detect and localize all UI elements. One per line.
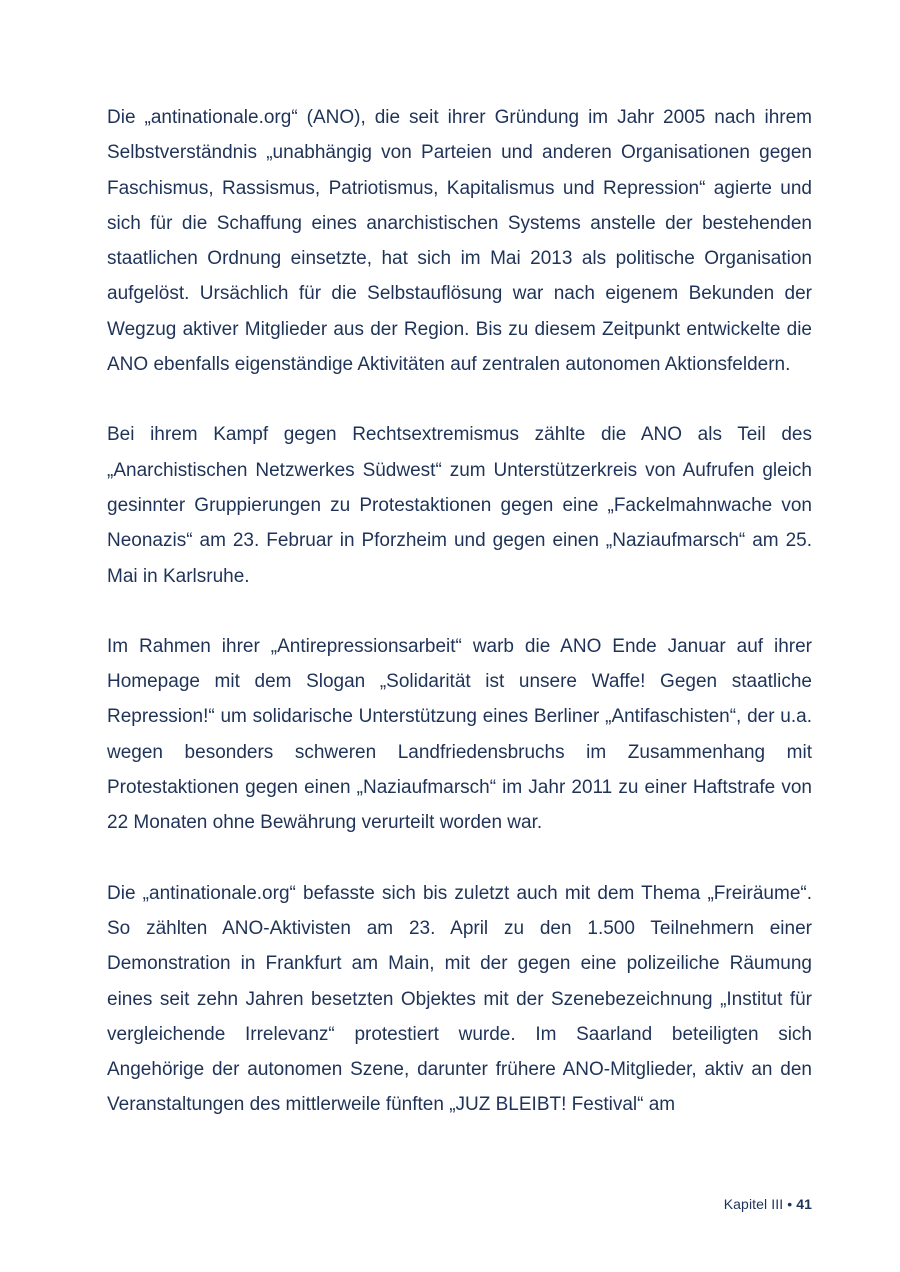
- chapter-label: Kapitel III: [723, 1196, 784, 1212]
- paragraph-2: Bei ihrem Kampf gegen Rechtsextremismus zählte die ANO als Teil des „Anarchistischen Netzwerkes Südwest“ zum Unterstützerkreis von Aufrufen gleich gesinnter Gruppierungen zu Protestaktionen gegen eine „Fackelmahnwache von Neonazis“ am 23. Februar in Pforzheim und gegen einen „Naziaufmarsch“ am 25. Mai in Karlsruhe.: [107, 424, 812, 587]
- paragraph-3: Im Rahmen ihrer „Antirepressionsarbeit“ warb die ANO Ende Januar auf ihrer Homepage mit dem Slogan „Solidarität ist unsere Waffe! Gegen staatliche Repression!“ um solidarische Unterstützung eines Berliner „Antifaschisten“, der u.a. wegen besonders schweren Landfriedensbruchs im Zusammenhang mit Protestaktionen gegen einen „Naziaufmarsch“ im Jahr 2011 zu einer Haftstrafe von 22 Monaten ohne Bewährung verurteilt worden war.: [107, 635, 812, 834]
- paragraph-1: Die „antinationale.org“ (ANO), die seit ihrer Gründung im Jahr 2005 nach ihrem Selbstverständnis „unabhängig von Parteien und anderen Organisationen gegen Faschismus, Rassismus, Patriotismus, Kapitalismus und Repression“ agierte und sich für die Schaffung eines anarchistischen Systems anstelle der bestehenden staatlichen Ordnung einsetzte, hat sich im Mai 2013 als politische Organisation aufgelöst. Ursächlich für die Selbstauflösung war nach eigenem Bekunden der Wegzug aktiver Mitglieder aus der Region. Bis zu diesem Zeitpunkt entwickelte die ANO ebenfalls eigenständige Aktivitäten auf zentralen autonomen Aktionsfeldern.: [107, 107, 812, 376]
- page-footer: [724, 1196, 812, 1212]
- page-body: [107, 100, 812, 1158]
- footer-separator: •: [787, 1196, 793, 1212]
- page-number: 41: [796, 1196, 812, 1212]
- paragraph-4: Die „antinationale.org“ befasste sich bis zuletzt auch mit dem Thema „Freiräume“. So zählten ANO-Aktivisten am 23. April zu den 1.500 Teilnehmern einer Demonstration in Frankfurt am Main, mit der gegen eine polizeiliche Räumung eines seit zehn Jahren besetzten Objektes mit der Szenebezeichnung „Institut für vergleichende Irrelevanz“ protestiert wurde. Im Saarland beteiligten sich Angehörige der autonomen Szene, darunter frühere ANO-Mitglieder, aktiv an den Veranstaltungen des mittlerweile fünften „JUZ BLEIBT! Festival“ am: [107, 882, 812, 1116]
